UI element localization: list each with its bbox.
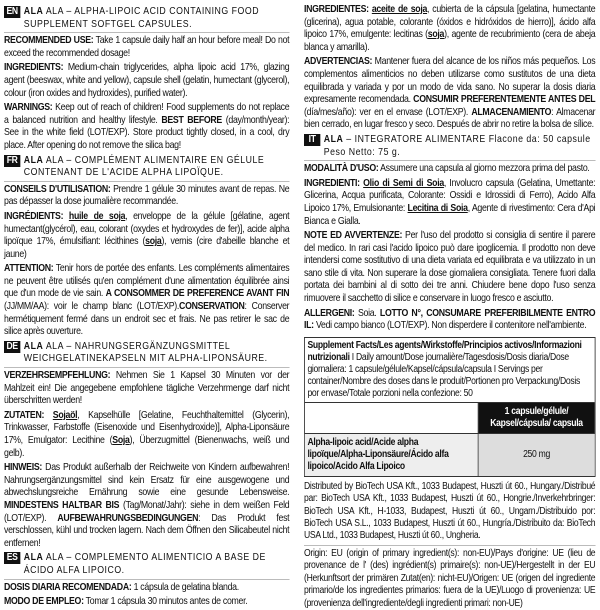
section-header-es: [4, 552, 289, 579]
origin-info: Origin: EU (origin of primary ingredient(s): non-EU)/Pays d'origine: UE (lieu de provenance de l' (des) ingrédient(s) primaire(s): non-UE)/Hergestellt in der EU (Herkunftsort der primären Zutat(en): nicht-EU)/Origen: UE (origen del ingrediente primario/de los ingredientes primarios: fuera de la UE)/Luogo di provenienza: UE (provenienza dell'ingrediente/degli ingredienti primari: non-UE): [304, 547, 596, 609]
section-header-de: [4, 341, 289, 368]
recommended-use: RECOMMENDED USE: Take 1 capsule daily half an hour before meal! Do not exceed the recommended dosage!: [4, 35, 290, 59]
warnings-en: WARNINGS: Keep out of reach of children! Food supplements do not replace a balanced nutrition and healthy lifestyle. BEST BEFORE (day/month/year): See in the white field (LOT/EXP). Store product tightly closed, in a cool, dry place. After opening do not remove the silica bag!: [4, 102, 290, 151]
section-header-it: [304, 134, 595, 161]
section-title-es: ALA ALA – COMPLEMENTO ALIMENTICIO A BASE DE ÁCIDO ALFA LIPOICO.: [23, 552, 266, 576]
language-code-es: ES: [4, 552, 20, 564]
facts-row-name: Alpha-lipoic acid/Acide alpha lipoïque/Alpha-Liponsäure/Ácido alfa lipoico/Acido Alfa Lipoico: [305, 434, 479, 476]
conseils-fr: CONSEILS D'UTILISATION: Prendre 1 gélule 30 minutes avant de repas. Ne pas dépasser la dose journalière recommandée.: [4, 183, 290, 208]
ingredientes-es: INGREDIENTES: aceite de soja, cubierta de la cápsula [gelatina, humectante (glicerina), agua potable, colorante (óxidos e hidróxidos de hierro)], ácido alfa lipoico 17%, emulgente: lecitinas (soja), agente de recubrimiento (cera de abeja blanca y amarilla).: [304, 4, 596, 53]
section-header-en: [4, 6, 289, 33]
advertencias-es: ADVERTENCIAS: Mantener fuera del alcance de los niños más pequeños. Los complementos alimenticios no deben utilizarse como sustitutos de una dieta equilibrada y variada y por un modo de vida sano. No superar la dosis diaria expresamente recomendada. CONSUMIR PREFERENTEMENTE ANTES DEL (día/mes/año): ver en el envase (LOT/EXP). ALMACENAMIENTO: Almacenar bien cerrado, en lugar fresco y seco. Después de abrir no retire la bolsa de sílice.: [304, 56, 596, 131]
attention-fr: ATTENTION: Tenir hors de portée des enfants. Les compléments alimentaires ne peuvent être utilisés qu'en complément d'une alimentation équilibrée ainsi que d'un mode de vie sain. A CONSOMMER DE PREFERENCE AVANT FIN (JJ/MM/AA): voir le champ blanc (LOT/EXP).CONSERVATION: Conserver hermétiquement fermé dans un endroit sec et frais. Ne pas retirer le sac de silice après ouverture.: [4, 263, 290, 338]
section-title-en: ALA ALA – ALPHA-LIPOIC ACID CONTAINING FOOD SUPPLEMENT SOFTGEL CAPSULES.: [23, 6, 260, 30]
zutaten-de: ZUTATEN: Sojaöl, Kapselhülle [Gelatine, Feuchthaltemittel (Glycerin), Trinkwasser, Farbstoffe (Eisenoxide und Eisenhydroxide)], Alpha-Liponsäure 17%, Emulgator: Lecithine (Soja), Überzugmittel (Bienenwachs, weiß und gelb).: [4, 409, 290, 459]
verzehr-de: VERZEHRSEMPFEHLUNG: Nehmen Sie 1 Kapsel 30 Minuten vor der Mahlzeit ein! Die angegebene empfohlene tägliche Verzehrmenge darf nicht überschritten werden!: [4, 370, 290, 407]
language-code-fr: FR: [4, 155, 20, 167]
language-code-it: IT: [304, 134, 320, 146]
ingredients-fr: INGRÉDIENTS: huile de soja, enveloppe de la gélule [gélatine, agent humectant(glycérol), eau, colorant (oxydes et hydroxydes de fer)], acide alpha lipoïque 17%, émulsifiant: lécithines (soja), vernis (cire d'abeille blanche et jaune): [4, 210, 290, 260]
language-code-de: DE: [4, 341, 20, 353]
divider: [304, 545, 595, 546]
section-title-de: ALA ALA – NAHRUNGSERGÄNZUNGSMITTEL WEICHGELATINEKAPSELN MIT ALPHA-LIPONSÄURE.: [23, 340, 268, 365]
facts-header-empty-cell: [305, 403, 479, 434]
modo-es: MODO DE EMPLEO: Tomar 1 cápsula 30 minutos antes de comer.: [4, 596, 248, 608]
section-title-it: ALA – INTEGRATORE ALIMENTARE Flacone da: 50 capsule Peso Netto: 75 g.: [323, 133, 591, 158]
right-column: [304, 4, 596, 609]
section-title-fr: ALA ALA – COMPLÉMENT ALIMENTAIRE EN GÉLULE CONTENANT DE L'ACIDE ALPHA LIPOÏQUE.: [23, 154, 265, 179]
supplement-facts-grid: [305, 403, 595, 476]
note-it: NOTE ED AVVERTENZE: Per l'uso del prodotto si consiglia di sentire il parere del medico. In rari casi l'acido lipoico può dare ipoglicemia. Il prodotto non deve intendersi come sostitutivo di una dieta variata ed equilibrata e va utilizzato in un sano stile di vita. Non superare la dose giornaliera consigliata. Tenere fuori dalla portata dei bambini al di sotto dei tre anni. Chiudere bene dopo l'uso senza rimuovere il sacchetto di silice e conservare in luogo fresco e asciutto.: [304, 230, 596, 305]
modalita-it: MODALITÀ D'USO: Assumere una capsula al giorno mezzora prima del pasto.: [304, 163, 590, 175]
left-column-text: [4, 6, 289, 609]
supplement-facts-table: [304, 337, 595, 477]
language-code-en: EN: [4, 6, 20, 18]
section-header-fr: [4, 155, 289, 182]
hinweis-de: HINWEIS: Das Produkt außerhalb der Reichweite von Kindern aufbewahren! Nahrungsergänzungsmittel sind kein Ersatz für eine ausgewogene und abwechslungsreiche Ernährung sowie eine gesunde Lebensweise. MINDESTENS HALTBAR BIS (Tag/Monat/Jahr): siehe in dem weißen Feld (LOT/EXP). AUFBEWAHRUNGSBEDINGUNGEN: Das Produkt fest verschlossen, kühl und trocken lagern. Nach dem Öffnen den Silicabeutel nicht entfernen!: [4, 462, 290, 549]
dosis-es: DOSIS DIARIA RECOMENDADA: 1 cápsula de gelatina blanda.: [4, 581, 239, 593]
facts-row-value: 250 mg: [479, 434, 595, 476]
left-column: [4, 4, 290, 608]
ingredienti-it: INGREDIENTI: Olio di Semi di Soia, Involucro capsula (Gelatina, Umettante: Glicerina, Acqua purificata, Colorante: Ossidi e Idrossidi di Ferro), Acido Alfa Lipoico 17%, Emulsionante: Lecitina di Soia, Agente di rivestimento: Cera d'Api Bianca e Gialla.: [304, 177, 596, 227]
right-column-text: [304, 4, 595, 610]
supplement-facts-header: Supplement Facts/Les agents/Wirkstoffe/Principios activos/Informazioni nutrizionali I Daily amount/Dose journalière/Tagesdosis/Dosis diaria/Dose giornaliera: 1 capsule/gélule/Kapsel/cápsula/capsula I Servings per container/Nombre des doses dans le produit/Portionen pro Verpackung/Dosis por envase/Totale porzioni nella confezione: 50: [305, 338, 595, 403]
facts-serving-header: 1 capsule/gélule/ Kapsel/cápsula/ capsula: [479, 403, 595, 434]
allergeni-it: ALLERGENI: Soia. LOTTO N°, CONSUMARE PREFERIBILMENTE ENTRO IL: Vedi campo bianco (LOT/EXP). Non disperdere il contenitore nell'ambiente.: [304, 307, 596, 332]
ingredients-en: INGREDIENTS: Medium-chain triglycerides, alpha lipoic acid 17%, glazing agent (beeswax, white and yellow), capsule shell (gelatin, humectant (glycerol), colour (iron oxides and hydroxides), purified water).: [4, 62, 290, 99]
distributed-by: Distributed by BioTech USA Kft., 1033 Budapest, Huszti út 60., Hungary./Distribué par: BioTech USA Kft., 1033 Budapest, Huszti út 60., Hongrie./Inverkehrbringer: BioTech USA Kft., H-1033, Budapest, Huszti út 60., Ungarn./Distribuido por: BioTech USA S.L., 1033 Budapest, Huszti út 60., Hungría./Distribuito da: BioTech USA Ltd., 1033 Budapest, Huszti út 60., Ungheria.: [304, 480, 596, 542]
